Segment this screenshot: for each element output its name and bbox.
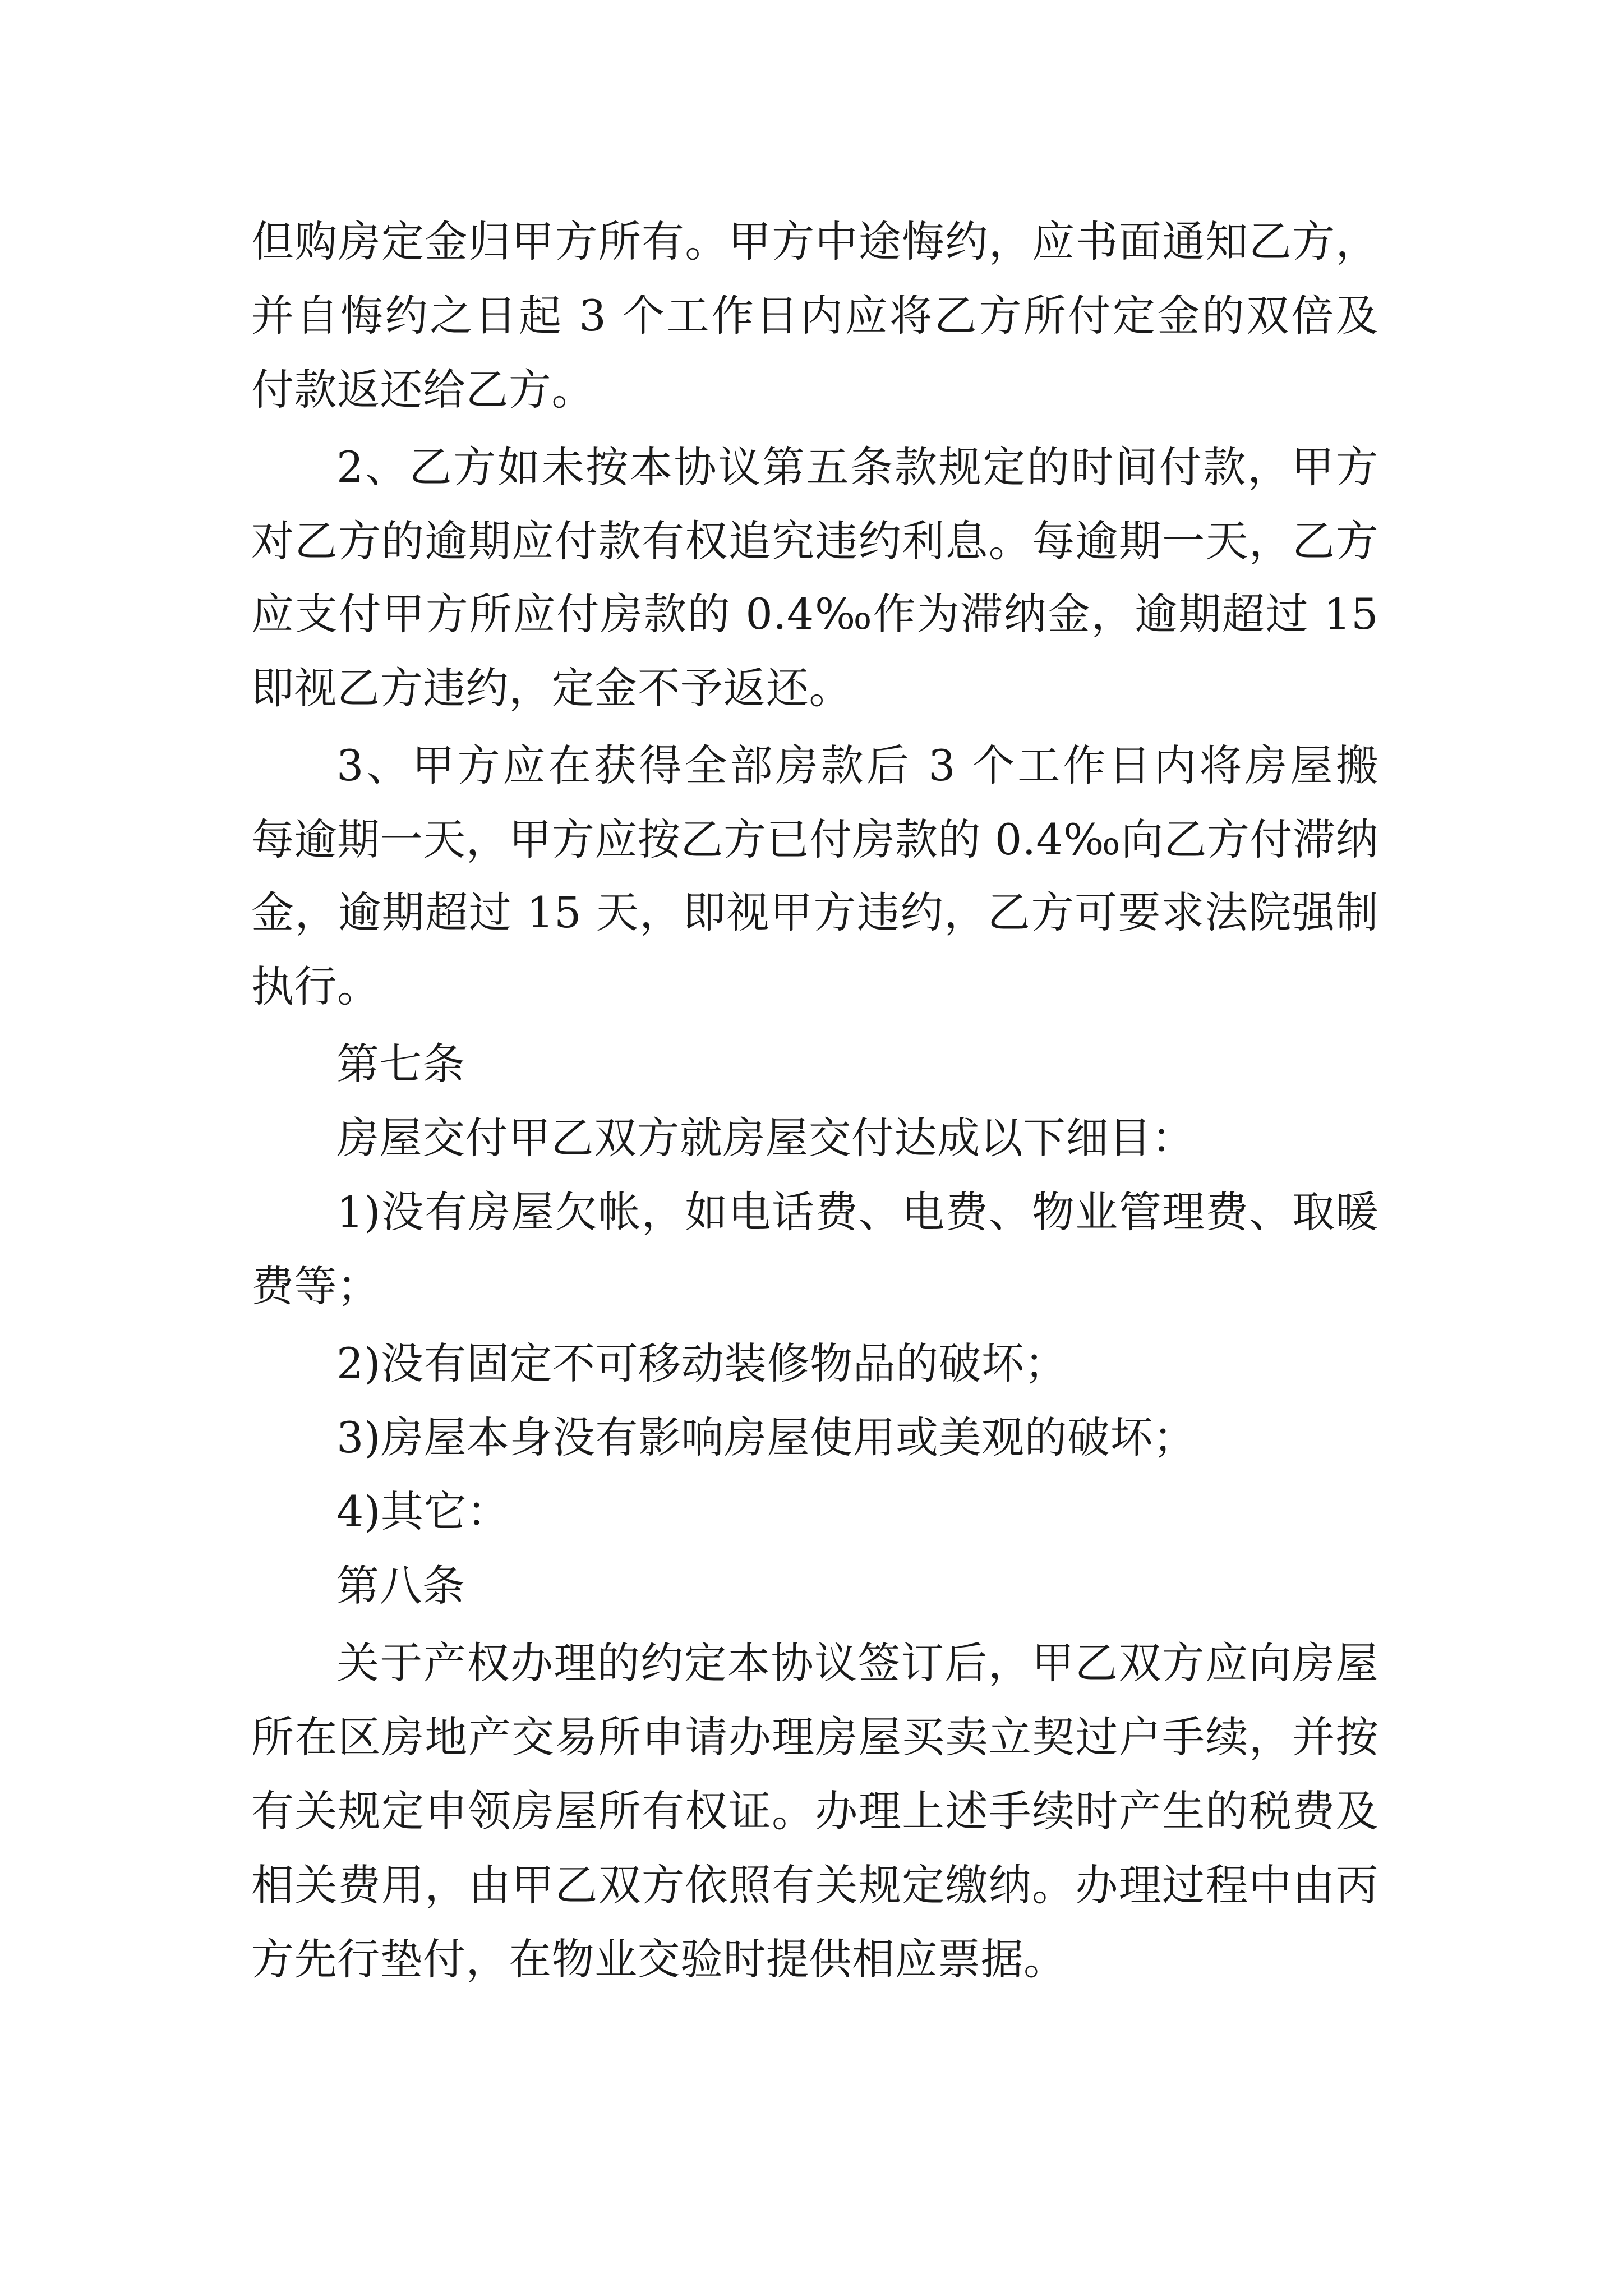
- text-line: 2、乙方如未按本协议第五条款规定的时间付款，甲方: [336, 442, 1378, 492]
- section-heading: 第七条: [336, 1039, 465, 1089]
- text-line: 所在区房地产交易所申请办理房屋买卖立契过户手续，并按: [251, 1712, 1378, 1762]
- text-line: 方先行垫付，在物业交验时提供相应票据。: [251, 1934, 1067, 1984]
- text-line: 每逾期一天，甲方应按乙方已付房款的 0.4‰向乙方付滞纳: [251, 815, 1378, 864]
- text-line: 费等；: [251, 1261, 380, 1311]
- text-line: 对乙方的逾期应付款有权追究违约利息。每逾期一天，乙方: [251, 516, 1378, 566]
- list-item: 3)房屋本身没有影响房屋使用或美观的破坏；: [336, 1412, 1196, 1462]
- text-line: 应支付甲方所应付房款的 0.4‰作为滞纳金，逾期超过 15: [251, 589, 1378, 639]
- list-item: 4)其它：: [336, 1487, 510, 1536]
- text-line: 并自悔约之日起 3 个工作日内应将乙方所付定金的双倍及: [251, 291, 1378, 341]
- text-line: 执行。: [251, 961, 380, 1011]
- text-line: 付款返还给乙方。: [251, 365, 594, 415]
- text-line: 金，逾期超过 15 天，即视甲方违约，乙方可要求法院强制: [251, 887, 1378, 937]
- text-line: 关于产权办理的约定本协议签订后，甲乙双方应向房屋: [336, 1638, 1378, 1688]
- section-heading: 第八条: [336, 1561, 465, 1611]
- list-item: 2)没有固定不可移动装修物品的破坏；: [336, 1338, 1068, 1388]
- text-line: 即视乙方违约，定金不予返还。: [251, 663, 852, 713]
- list-item: 1)没有房屋欠帐，如电话费、电费、物业管理费、取暖: [336, 1187, 1378, 1237]
- text-line: 相关费用，由甲乙双方依照有关规定缴纳。办理过程中由丙: [251, 1860, 1378, 1910]
- text-line: 有关规定申领房屋所有权证。办理上述手续时产生的税费及: [251, 1786, 1378, 1836]
- text-line: 房屋交付甲乙双方就房屋交付达成以下细目：: [336, 1113, 1195, 1163]
- text-line: 3、甲方应在获得全部房款后 3 个工作日内将房屋搬: [336, 740, 1378, 790]
- text-line: 但购房定金归甲方所有。甲方中途悔约，应书面通知乙方，: [251, 217, 1378, 266]
